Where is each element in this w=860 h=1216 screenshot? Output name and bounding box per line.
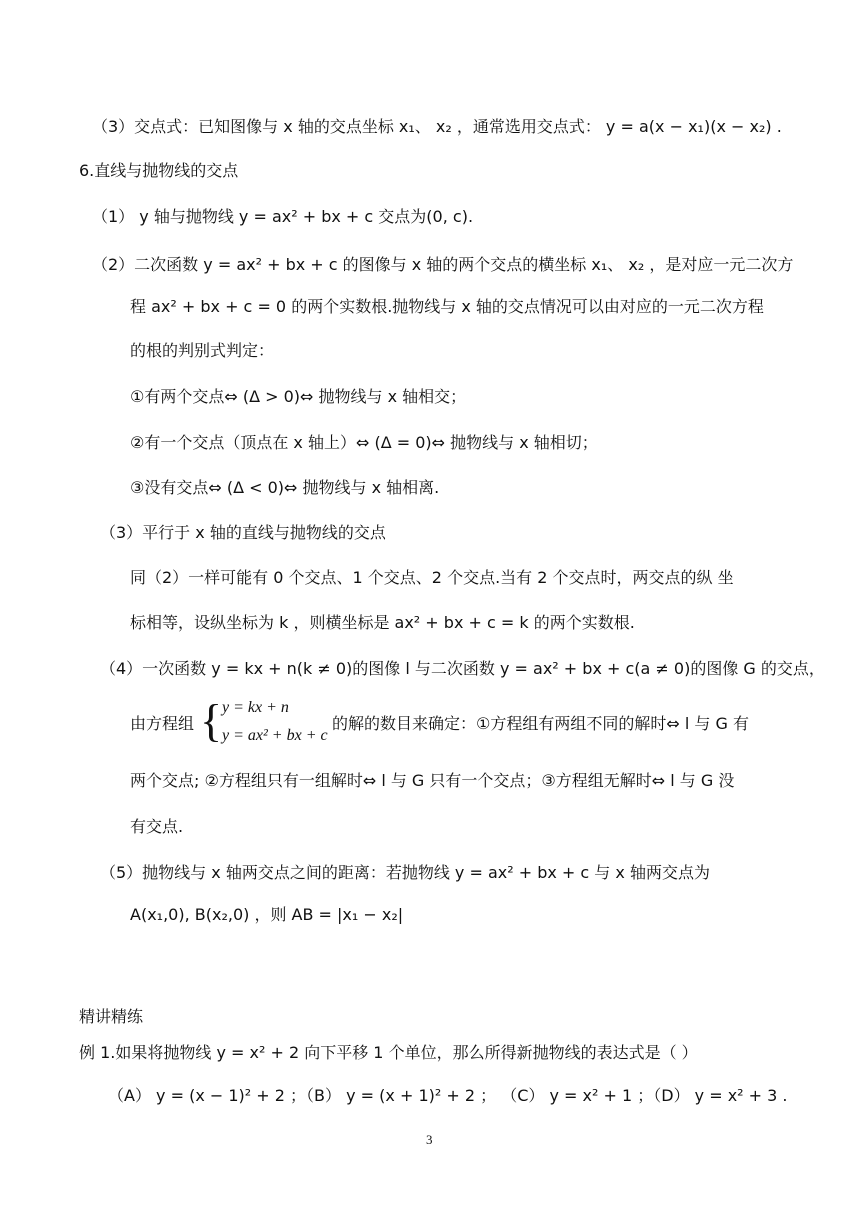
- text-line: A(x₁,0), B(x₂,0) ，则 AB = |x₁ − x₂|: [130, 905, 404, 924]
- text-line: 程 ax² + bx + c = 0 的两个实数根.抛物线与 x 轴的交点情况可以由对应的一元二次方程: [130, 297, 764, 316]
- text-line: 有交点.: [130, 817, 184, 836]
- text-line: （1） y 轴与抛物线 y = ax² + bx + c 交点为(0, c).: [92, 207, 474, 226]
- text-line: 的根的判别式判定：: [130, 341, 275, 360]
- text-line: （5）抛物线与 x 轴两交点之间的距离：若抛物线 y = ax² + bx + c 与 x 轴两交点为: [100, 863, 710, 882]
- text-line: 同（2）一样可能有 0 个交点、1 个交点、2 个交点.当有 2 个交点时，两交点的纵 坐: [130, 568, 734, 587]
- text-line: ①有两个交点⇔ (Δ > 0)⇔ 抛物线与 x 轴相交；: [130, 387, 467, 406]
- text-line: （2）二次函数 y = ax² + bx + c 的图像与 x 轴的两个交点的横坐标 x₁、 x₂ ，是对应一元二次方: [92, 255, 794, 274]
- text-line: （3）平行于 x 轴的直线与抛物线的交点: [100, 523, 386, 542]
- text-line: （3）交点式：已知图像与 x 轴的交点坐标 x₁、 x₂ ，通常选用交点式： y = a(x − x₁)(x − x₂) .: [92, 117, 782, 136]
- section-label: 精讲精练: [79, 1007, 144, 1026]
- equation-1: y = kx + n: [222, 699, 289, 716]
- page-number: 3: [426, 1132, 433, 1147]
- text-line: ②有一个交点（顶点在 x 轴上）⇔ (Δ = 0)⇔ 抛物线与 x 轴相切；: [130, 433, 598, 452]
- text-line: 的解的数目来确定：①方程组有两组不同的解时⇔ l 与 G 有: [332, 714, 749, 733]
- brace-symbol: {: [200, 695, 223, 746]
- text-line: 标相等，设纵坐标为 k ，则横坐标是 ax² + bx + c = k 的两个实数根.: [130, 613, 635, 632]
- text-line-prefix: 由方程组: [130, 714, 195, 733]
- text-line: （4）一次函数 y = kx + n(k ≠ 0)的图像 l 与二次函数 y = ax² + bx + c(a ≠ 0)的图像 G 的交点，: [100, 659, 825, 678]
- section-heading: 6.直线与抛物线的交点: [79, 161, 239, 180]
- text-line: ③没有交点⇔ (Δ < 0)⇔ 抛物线与 x 轴相离.: [130, 478, 440, 497]
- text-line: 两个交点; ②方程组只有一组解时⇔ l 与 G 只有一个交点；③方程组无解时⇔ l 与 G 没: [130, 771, 735, 790]
- answer-options: （A） y = (x − 1)² + 2 ；（B） y = (x + 1)² + 2 ； （C） y = x² + 1 ；（D） y = x² + 3 .: [108, 1086, 788, 1105]
- example-question: 例 1.如果将抛物线 y = x² + 2 向下平移 1 个单位，那么所得新抛物线的表达式是（ ）: [79, 1043, 698, 1062]
- equation-2: y = ax² + bx + c: [222, 727, 328, 744]
